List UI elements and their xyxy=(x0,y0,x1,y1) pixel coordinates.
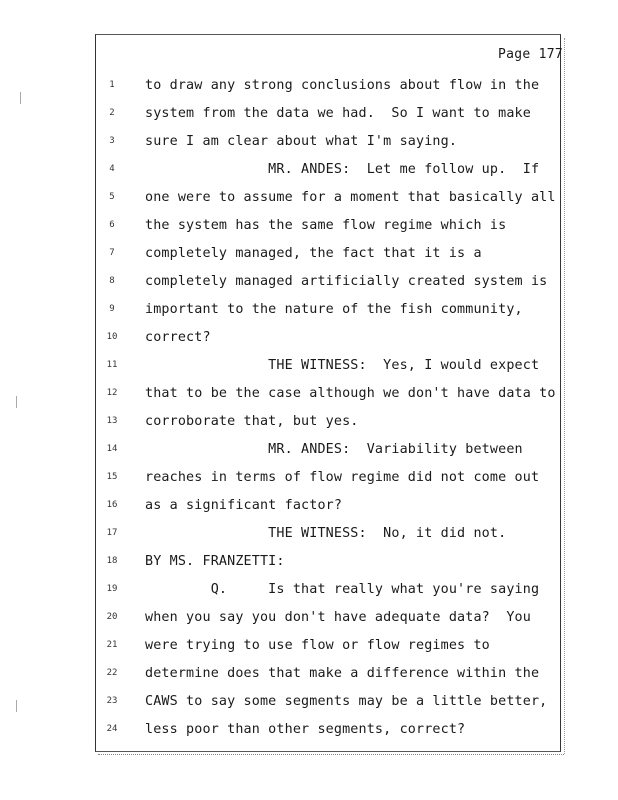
line-number: 4 xyxy=(109,164,115,174)
transcript-line: when you say you don't have adequate data? You xyxy=(145,610,531,625)
transcript-line: MR. ANDES: Variability between xyxy=(145,442,523,457)
transcript-line: determine does that make a difference within the xyxy=(145,666,540,681)
transcript-line: one were to assume for a moment that basically all xyxy=(145,190,556,205)
line-number: 6 xyxy=(109,220,115,230)
transcript-line: the system has the same flow regime which is xyxy=(145,218,507,233)
page-number: Page 177 xyxy=(498,47,564,62)
line-number: 1 xyxy=(109,80,115,90)
line-number: 5 xyxy=(109,192,115,202)
line-number: 19 xyxy=(106,584,118,594)
line-number: 18 xyxy=(106,556,118,566)
margin-mark xyxy=(16,396,20,408)
transcript-line: to draw any strong conclusions about flow in the xyxy=(145,78,540,93)
line-number: 23 xyxy=(106,696,118,706)
transcript-line: corroborate that, but yes. xyxy=(145,414,359,429)
margin-mark xyxy=(20,92,24,104)
transcript-line: completely managed, the fact that it is a xyxy=(145,246,482,261)
page-right-edge xyxy=(564,38,566,754)
transcript-line: CAWS to say some segments may be a little better, xyxy=(145,694,548,709)
line-number: 3 xyxy=(109,136,115,146)
line-number: 17 xyxy=(106,528,118,538)
transcript-line: BY MS. FRANZETTI: xyxy=(145,554,285,569)
line-number: 8 xyxy=(109,276,115,286)
line-number: 20 xyxy=(106,612,118,622)
transcript-line: were trying to use flow or flow regimes to xyxy=(145,638,490,653)
transcript-line: THE WITNESS: No, it did not. xyxy=(145,526,507,541)
page-bottom-edge xyxy=(98,754,564,756)
line-number: 24 xyxy=(106,724,118,734)
line-number: 21 xyxy=(106,640,118,650)
line-number: 14 xyxy=(106,444,118,454)
margin-mark xyxy=(16,700,20,712)
line-number: 2 xyxy=(109,108,115,118)
transcript-line: reaches in terms of flow regime did not come out xyxy=(145,470,540,485)
line-number: 16 xyxy=(106,500,118,510)
line-number: 12 xyxy=(106,388,118,398)
line-number: 15 xyxy=(106,472,118,482)
transcript-line: MR. ANDES: Let me follow up. If xyxy=(145,162,540,177)
transcript-line: THE WITNESS: Yes, I would expect xyxy=(145,358,540,373)
transcript-line: as a significant factor? xyxy=(145,498,343,513)
transcript-line: important to the nature of the fish community, xyxy=(145,302,523,317)
transcript-line: correct? xyxy=(145,330,211,345)
line-number: 13 xyxy=(106,416,118,426)
transcript-line: less poor than other segments, correct? xyxy=(145,722,466,737)
transcript-line: completely managed artificially created system is xyxy=(145,274,548,289)
line-number: 10 xyxy=(106,332,118,342)
line-number: 22 xyxy=(106,668,118,678)
line-number: 7 xyxy=(109,248,115,258)
transcript-line: sure I am clear about what I'm saying. xyxy=(145,134,458,149)
transcript-line: that to be the case although we don't have data to xyxy=(145,386,556,401)
line-number: 9 xyxy=(109,304,115,314)
line-number: 11 xyxy=(106,360,118,370)
transcript-line: Q. Is that really what you're saying xyxy=(145,582,540,597)
transcript-line: system from the data we had. So I want to make xyxy=(145,106,531,121)
